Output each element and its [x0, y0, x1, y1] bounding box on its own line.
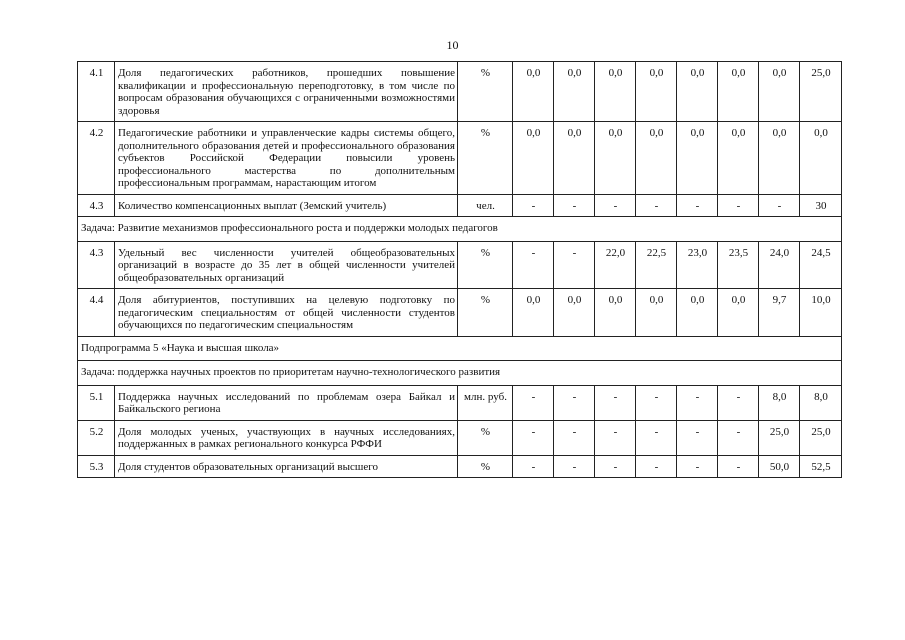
row-value: -: [677, 455, 718, 478]
row-description: Количество компенсационных выплат (Земский учитель): [115, 194, 458, 217]
subprogram-row: [78, 336, 842, 361]
row-value: -: [595, 194, 636, 217]
row-value: -: [718, 420, 759, 455]
row-value: 52,5: [800, 455, 842, 478]
row-value: 0,0: [636, 62, 677, 122]
task-row: [78, 217, 842, 242]
row-value: 30: [800, 194, 842, 217]
row-value: -: [677, 420, 718, 455]
row-value: -: [677, 194, 718, 217]
row-description: Доля абитуриентов, поступивших на целевую подготовку по педагогическим специальностям от общей численности студентов обучающихся по педагогическим специальностям: [115, 289, 458, 337]
row-value: -: [513, 455, 554, 478]
row-value: -: [636, 385, 677, 420]
row-value: 23,0: [677, 241, 718, 289]
row-value: 0,0: [513, 289, 554, 337]
subprogram-heading: Подпрограмма 5 «Наука и высшая школа»: [78, 336, 842, 361]
row-unit: %: [458, 62, 513, 122]
row-value: 0,0: [513, 62, 554, 122]
row-value: 0,0: [800, 122, 842, 195]
task-heading: Задача: Развитие механизмов профессионального роста и поддержки молодых педагогов: [78, 217, 842, 242]
row-value: 0,0: [595, 122, 636, 195]
table-row: [78, 241, 842, 289]
row-unit: млн. руб.: [458, 385, 513, 420]
row-description: Доля педагогических работников, прошедших повышение квалификации и профессиональную переподготовку, в том числе по вопросам образования обучающихся с ограниченными возможностями здоровья: [115, 62, 458, 122]
row-unit: %: [458, 241, 513, 289]
row-value: -: [636, 194, 677, 217]
row-value: 0,0: [718, 122, 759, 195]
row-value: -: [554, 194, 595, 217]
table-row: [78, 455, 842, 478]
row-number: 4.4: [78, 289, 115, 337]
page-number: 10: [446, 38, 459, 52]
row-value: -: [595, 455, 636, 478]
row-value: 0,0: [554, 122, 595, 195]
row-value: -: [554, 385, 595, 420]
row-value: 0,0: [554, 289, 595, 337]
row-value: 22,5: [636, 241, 677, 289]
row-value: 0,0: [636, 289, 677, 337]
row-value: 0,0: [595, 62, 636, 122]
row-unit: чел.: [458, 194, 513, 217]
row-value: 22,0: [595, 241, 636, 289]
row-value: 0,0: [677, 62, 718, 122]
row-description: Доля молодых ученых, участвующих в научных исследованиях, поддержанных в рамках регионального конкурса РФФИ: [115, 420, 458, 455]
row-unit: %: [458, 455, 513, 478]
table-row: [78, 122, 842, 195]
row-description: Удельный вес численности учителей общеобразовательных организаций в возрасте до 35 лет в общей численности учителей общеобразовательных организаций: [115, 241, 458, 289]
indicators-table: [77, 61, 842, 478]
row-value: -: [718, 385, 759, 420]
row-number: 5.3: [78, 455, 115, 478]
row-description: Доля студентов образовательных организаций высшего: [115, 455, 458, 478]
row-unit: %: [458, 289, 513, 337]
row-value: 0,0: [554, 62, 595, 122]
row-number: 4.3: [78, 194, 115, 217]
row-value: 0,0: [595, 289, 636, 337]
row-value: 24,0: [759, 241, 800, 289]
row-value: -: [513, 194, 554, 217]
row-value: 25,0: [800, 62, 842, 122]
row-value: -: [636, 455, 677, 478]
row-value: 50,0: [759, 455, 800, 478]
task-heading: Задача: поддержка научных проектов по приоритетам научно-технологического развития: [78, 361, 842, 386]
row-value: -: [677, 385, 718, 420]
row-value: 0,0: [636, 122, 677, 195]
row-value: -: [513, 241, 554, 289]
indicators-table-body: [78, 62, 842, 478]
row-value: 25,0: [759, 420, 800, 455]
row-number: 5.1: [78, 385, 115, 420]
row-value: 0,0: [759, 122, 800, 195]
row-number: 4.2: [78, 122, 115, 195]
table-row: [78, 420, 842, 455]
row-value: 0,0: [718, 289, 759, 337]
row-value: 25,0: [800, 420, 842, 455]
row-value: 0,0: [677, 289, 718, 337]
row-number: 4.1: [78, 62, 115, 122]
row-value: -: [554, 241, 595, 289]
row-value: 0,0: [677, 122, 718, 195]
row-value: -: [554, 420, 595, 455]
row-value: 10,0: [800, 289, 842, 337]
row-description: Поддержка научных исследований по проблемам озера Байкал и Байкальского региона: [115, 385, 458, 420]
row-unit: %: [458, 420, 513, 455]
row-value: -: [513, 385, 554, 420]
row-value: 8,0: [800, 385, 842, 420]
row-number: 4.3: [78, 241, 115, 289]
row-value: 9,7: [759, 289, 800, 337]
row-value: -: [595, 385, 636, 420]
table-row: [78, 194, 842, 217]
row-description: Педагогические работники и управленческие кадры системы общего, дополнительного образования детей и профессионального образования субъектов Российской Федерации повысили уровень профессионального мастерства по дополнительным профессиональным программам, нарастающим итогом: [115, 122, 458, 195]
row-value: -: [595, 420, 636, 455]
row-value: -: [718, 194, 759, 217]
task-row: [78, 361, 842, 386]
row-value: -: [636, 420, 677, 455]
row-value: -: [718, 455, 759, 478]
row-value: 0,0: [759, 62, 800, 122]
row-value: 23,5: [718, 241, 759, 289]
row-value: 0,0: [513, 122, 554, 195]
row-value: 8,0: [759, 385, 800, 420]
table-row: [78, 62, 842, 122]
row-number: 5.2: [78, 420, 115, 455]
table-row: [78, 289, 842, 337]
row-value: 0,0: [718, 62, 759, 122]
row-value: -: [513, 420, 554, 455]
row-value: 24,5: [800, 241, 842, 289]
row-value: -: [759, 194, 800, 217]
row-value: -: [554, 455, 595, 478]
row-unit: %: [458, 122, 513, 195]
table-row: [78, 385, 842, 420]
